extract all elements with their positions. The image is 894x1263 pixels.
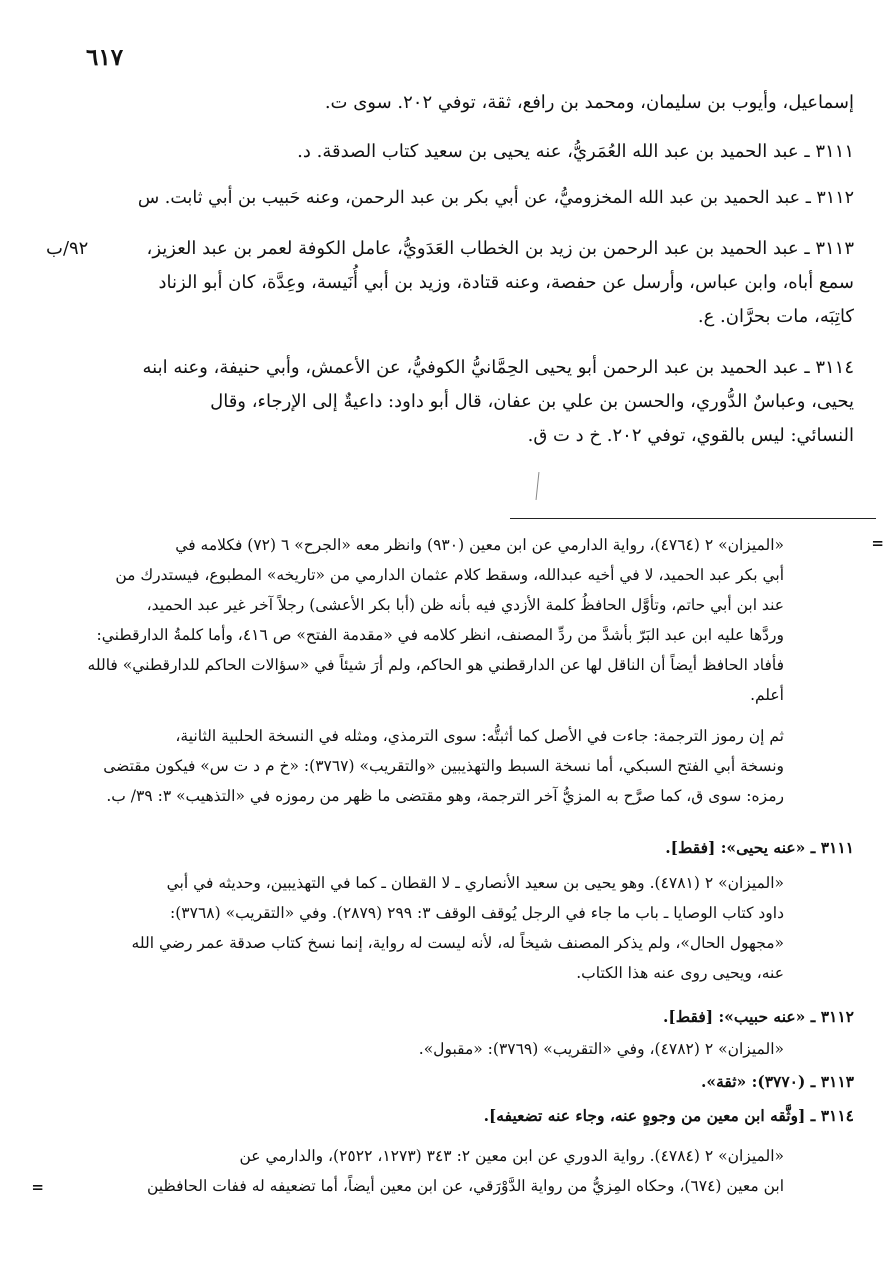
entry-3114-line-3: النسائي: ليس بالقوي، توفي ٢٠٢. خ د ت ق. xyxy=(527,425,854,446)
footnote-line: عند ابن أبي حاتم، وتأوَّل الحافظُ كلمة الأزدي فيه بأنه ظن (أبا بكر الأعشى) رجلاً آخر غير عبد الحميد، xyxy=(146,596,784,614)
footnote-line: أعلم. xyxy=(750,686,784,704)
footnote-line: «الميزان» ٢ (٤٧٨٢)، وفي «التقريب» (٣٧٦٩): «مقبول». xyxy=(418,1040,784,1058)
entry-3113-line-1: ٣١١٣ ـ عبد الحميد بن عبد الرحمن بن زيد بن الخطاب العَدَويُّ، عامل الكوفة لعمر بن عبد العزيز، xyxy=(146,238,854,259)
footnote-3113-heading: ٣١١٣ ـ (٣٧٧٠): «ثقة». xyxy=(701,1072,854,1091)
main-line-1: إسماعيل، وأيوب بن سليمان، ومحمد بن رافع، ثقة، توفي ٢٠٢. سوى ت. xyxy=(324,92,854,113)
footnote-line: «الميزان» ٢ (٤٧٨٤). رواية الدوري عن ابن معين ٢: ٣٤٣ (١٢٧٣، ٢٥٢٢)، والدارمي عن xyxy=(239,1147,784,1165)
footnote-line: «الميزان» ٢ (٤٧٨١). وهو يحيى بن سعيد الأنصاري ـ لا القطان ـ كما في التهذيبين، وحديثه في أبي xyxy=(166,874,784,892)
entry-3114-line-1: ٣١١٤ ـ عبد الحميد بن عبد الرحمن أبو يحيى الحِمَّانيُّ الكوفيُّ، عن الأعمش، وأبي حنيفة، وعنه ابنه xyxy=(142,357,854,378)
footnote-line: «الميزان» ٢ (٤٧٦٤)، رواية الدارمي عن ابن معين (٩٣٠) وانظر معه «الجرح» ٦ (٧٢) فكلامه في xyxy=(175,536,784,554)
stray-mark xyxy=(536,472,540,500)
footnote-3112-heading: ٣١١٢ ـ «عنه حبيب»: [فقط]. xyxy=(663,1007,854,1026)
entry-3113-line-3: كاتِبَه، مات بحرَّان. ع. xyxy=(697,306,854,327)
entry-3113-line-2: سمع أباه، وابن عباس، وأرسل عن حفصة، وعنه قتادة، وزيد بن أبي أُنَيسة، وعِدَّة، كان أبو الزناد xyxy=(158,272,854,293)
entry-3111: ٣١١١ ـ عبد الحميد بن عبد الله العُمَريُّ، عنه يحيى بن سعيد كتاب الصدقة. د. xyxy=(297,141,854,162)
footnote-3114-heading: ٣١١٤ ـ [وثَّقه ابن معين من وجوهٍ عنه، وجاء عنه تضعيفه]. xyxy=(483,1106,854,1125)
footnote-3111-heading: ٣١١١ ـ «عنه يحيى»: [فقط]. xyxy=(665,838,854,857)
continuation-marker: = xyxy=(871,534,884,552)
footnote-rule xyxy=(510,518,876,519)
footnote-line: رمزه: سوى ق، كما صرَّح به المزيُّ آخر الترجمة، وهو مقتضى ما ظهر من رموزه في «التذهيب» ٣: ٣٩/ ب. xyxy=(106,787,784,805)
footnote-line: وردَّها عليه ابن عبد البَرّ بأشدَّ من ردِّ المصنف، انظر كلامه في «مقدمة الفتح» ص ٤١٦، وأما كلمةُ الدارقطني: xyxy=(96,626,784,644)
margin-note: ٩٢/ب xyxy=(46,238,89,259)
footnote-line: ثم إن رموز الترجمة: جاءت في الأصل كما أثبتُّه: سوى الترمذي، ومثله في النسخة الحلبية الثانية، xyxy=(175,727,784,745)
entry-3114-line-2: يحيى، وعباسٌ الدُّوري، والحسن بن علي بن عفان، قال أبو داود: داعيةٌ إلى الإرجاء، وقال xyxy=(210,391,854,412)
footnote-line: أبي بكر عبد الحميد، لا في أخيه عبدالله، وسقط كلام عثمان الدارمي من «تاريخه» المطبوع، فيستدرك من xyxy=(115,566,784,584)
page-number: ٦١٧ xyxy=(86,44,124,71)
entry-3112: ٣١١٢ ـ عبد الحميد بن عبد الله المخزوميُّ، عن أبي بكر بن عبد الرحمن، وعنه حَبيب بن أبي ثابت. س xyxy=(137,188,854,208)
end-marker: = xyxy=(31,1178,44,1196)
footnote-line: «مجهول الحال»، ولم يذكر المصنف شيخاً له، لأنه ليست له رواية، إنما نسخ كتاب صدقة عمر رضي الله xyxy=(131,934,784,952)
footnote-line: داود كتاب الوصايا ـ باب ما جاء في الرجل يُوقف الوقف ٣: ٢٩٩ (٢٨٧٩). وفي «التقريب» (٣٧٦٨): xyxy=(170,904,784,922)
footnote-line: ونسخة أبي الفتح السبكي، أما نسخة السبط والتهذيبين «والتقريب» (٣٧٦٧): «خ م د ت س» فيكون مقتضى xyxy=(103,757,784,775)
footnote-line: فأفاد الحافظ أيضاً أن الناقل لها عن الدارقطني هو الحاكم، ولم أرَ شيئاً في «سؤالات الحاكم للدارقطني» فالله xyxy=(87,656,784,674)
footnote-line: عنه، ويحيى روى عنه هذا الكتاب. xyxy=(576,964,784,982)
footnote-line: ابن معين (٦٧٤)، وحكاه المِزيُّ من رواية الدَّوْرَقي، عن ابن معين أيضاً، أما تضعيفه له ففات الحافظين xyxy=(146,1177,784,1195)
